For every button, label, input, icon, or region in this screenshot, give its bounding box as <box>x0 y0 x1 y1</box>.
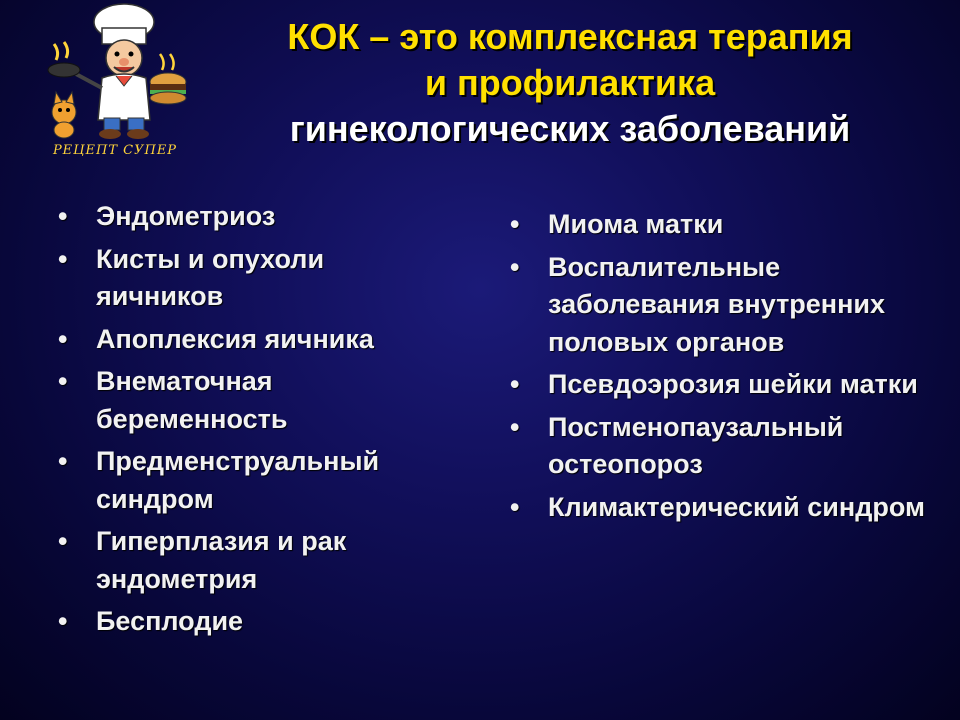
list-item: • Бесплодие <box>58 603 458 641</box>
list-item: • Миома матки <box>510 206 930 244</box>
list-item: • Апоплексия яичника <box>58 321 458 359</box>
title-line-3: гинекологических заболеваний <box>289 108 851 149</box>
list-item: • Климактерический синдром <box>510 489 930 527</box>
list-item: • Воспалительные заболевания внутренних половых органов <box>510 249 930 362</box>
logo-caption: РЕЦЕПТ СУПЕР <box>52 143 178 158</box>
right-bullet-list <box>510 206 930 531</box>
title-line-2: и профилактика <box>424 62 716 103</box>
list-item: • Постменопаузальный остеопороз <box>510 409 930 484</box>
chef-icon <box>36 0 196 150</box>
list-item: • Внематочная беременность <box>58 363 458 438</box>
list-item: • Гиперплазия и рак эндометрия <box>58 523 458 598</box>
list-item: • Предменструальный синдром <box>58 443 458 518</box>
chef-logo <box>36 0 196 165</box>
list-item: • Кисты и опухоли яичников <box>58 241 458 316</box>
list-item: • Псевдоэрозия шейки матки <box>510 366 930 404</box>
left-bullet-list <box>58 198 458 646</box>
page-title <box>200 14 940 152</box>
title-line-1: КОК – это комплексная терапия <box>287 16 853 57</box>
list-item: • Эндометриоз <box>58 198 458 236</box>
